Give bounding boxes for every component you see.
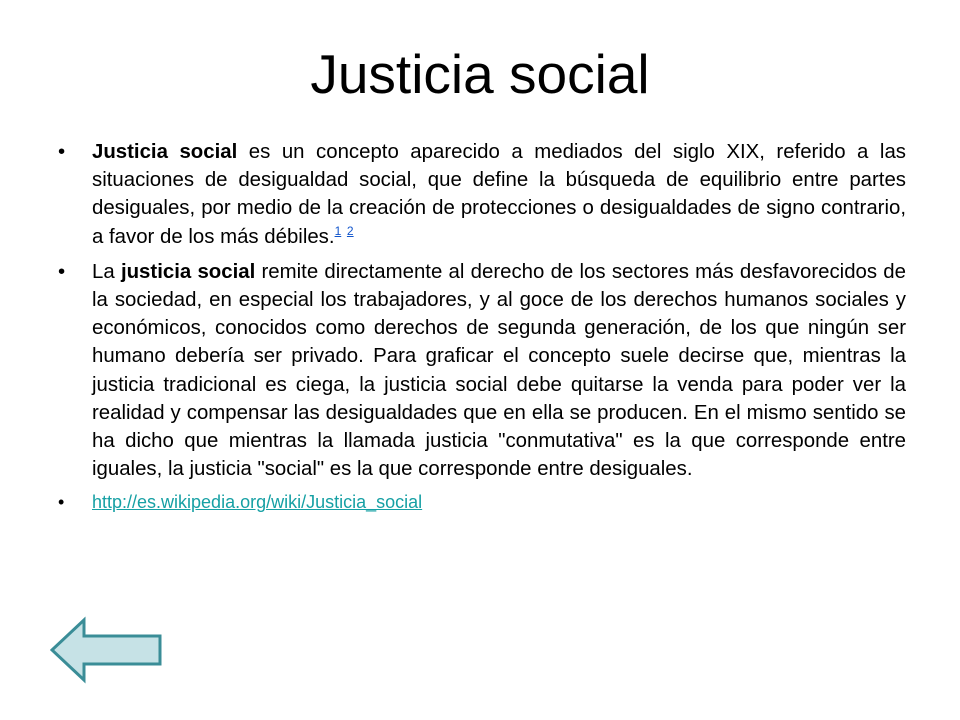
body-list [56, 138, 906, 521]
slide-title: Justicia social [310, 43, 650, 105]
source-link[interactable]: http://es.wikipedia.org/wiki/Justicia_social [92, 492, 423, 513]
bullet-dot: • [58, 141, 66, 163]
left-arrow-icon [50, 616, 164, 684]
bullet-prefix: La [92, 260, 121, 283]
bold-term: justicia social [120, 260, 256, 283]
reference-link-1[interactable]: 1 [334, 223, 342, 238]
bold-term: Justicia social [92, 141, 238, 163]
back-button[interactable] [50, 616, 164, 684]
bullet-dot: • [58, 260, 66, 283]
bullet-dot: • [58, 492, 65, 513]
bullet-item-source [56, 490, 906, 514]
reference-link-2[interactable]: 2 [346, 223, 354, 238]
bullet-text: remite directamente al derecho de los sectores más desfavorecidos de la sociedad, en especial los trabajadores, y al goce de los derechos humanos sociales y económicos, conocidos como derechos de segunda generación, de los que ningún ser humano debería ser privado. Para graficar el concepto suele decirse que, mientras la justicia tradicional es ciega, la justicia social debe quitarse la venda para poder ver la realidad y compensar las desigualdades que en ella se producen. En el mismo sentido se ha dicho que mientras la llamada justicia "conmutativa" es la que corresponde entre iguales, la justicia "social" es la que corresponde entre desiguales. [92, 260, 906, 481]
bullet-text: es un concepto aparecido a mediados del siglo XIX, referido a las situaciones de desigualdad social, que define la búsqueda de equilibrio entre partes desiguales, por medio de la creación de protecciones o desigualdades de signo contrario, a favor de los más débiles. [92, 141, 906, 248]
bullet-item-1 [56, 138, 906, 251]
bullet-item-2 [56, 258, 906, 484]
